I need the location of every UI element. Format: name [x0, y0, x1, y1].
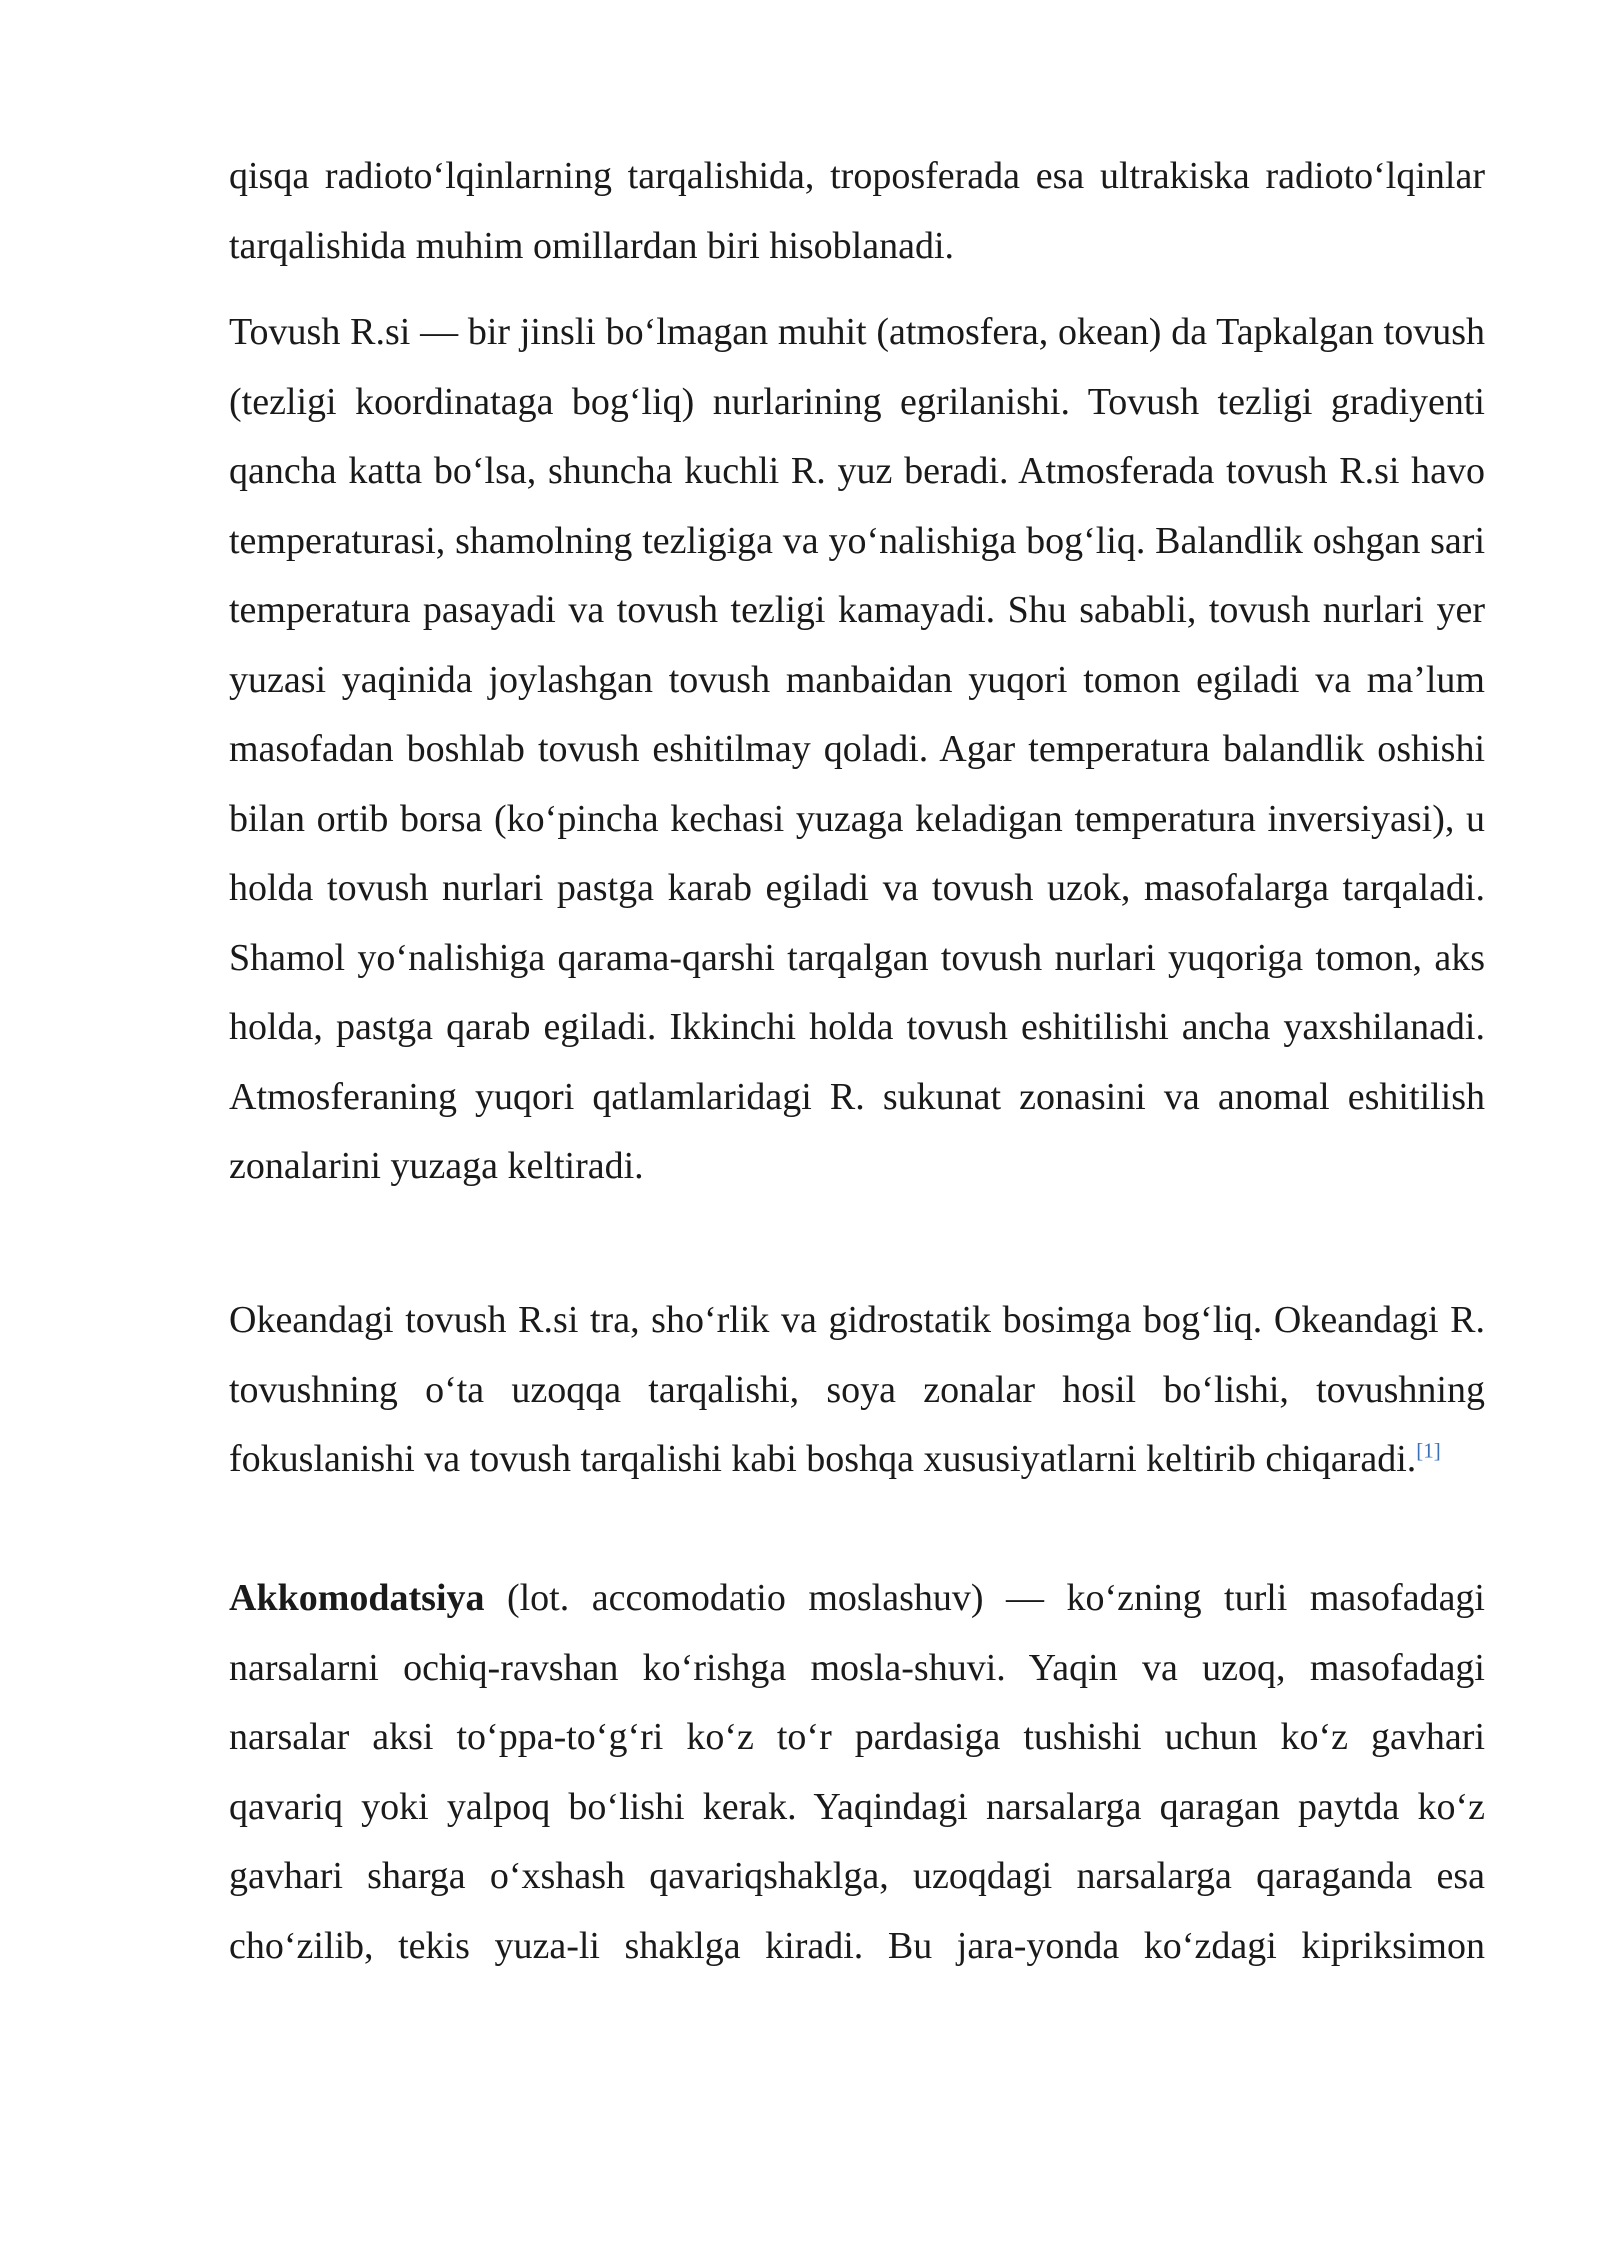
paragraph-1-text: qisqa radioto‘lqinlarning tarqalishida, troposferada esa ultrakiska radioto‘lqinlar tarqalishida muhim omillardan biri hisoblanadi. — [229, 155, 1485, 267]
paragraph-4-container — [229, 1564, 1485, 1981]
paragraph-1 — [229, 142, 1485, 281]
term-heading: Akkomodatsiya — [229, 1577, 485, 1619]
paragraph-4 — [229, 1564, 1485, 1981]
paragraph-3 — [229, 1286, 1485, 1495]
paragraph-2-text: Tovush R.si — bir jinsli bo‘lmagan muhit (atmosfera, okean) da Tapkalgan tovush (tezligi koordinataga bog‘liq) nurlarining egrilanishi. Tovush tezligi gradiyenti qancha katta bo‘lsa, shuncha kuchli R. yuz beradi. Atmosferada tovush R.si havo temperaturasi, shamolning tezligiga va yo‘nalishiga bog‘liq. Balandlik oshgan sari temperatura pasayadi va tovush tezligi kamayadi. Shu sababli, tovush nurlari yer yuzasi yaqinida joylashgan tovush manbaidan yuqori tomon egiladi va ma’lum masofadan boshlab tovush eshitilmay qoladi. Agar temperatura balandlik oshishi bilan ortib borsa (ko‘pincha kechasi yuzaga keladigan temperatura inversiyasi), u holda tovush nurlari pastga karab egiladi va tovush uzok, masofalarga tarqaladi. Shamol yo‘nalishiga qarama-qarshi tarqalgan tovush nurlari yuqoriga tomon, aks holda, pastga qarab egiladi. Ikkinchi holda tovush eshitilishi ancha yaxshilanadi. Atmosferaning yuqori qatlamlaridagi R. sukunat zonasini va anomal eshitilish zonalarini yuzaga keltiradi. — [229, 311, 1485, 1187]
paragraph-2 — [229, 298, 1485, 1202]
paragraph-3-text: Okeandagi tovush R.si tra, sho‘rlik va gidrostatik bosimga bog‘liq. Okeandagi R. tovushning o‘ta uzoqqa tarqalishi, soya zonalar hosil bo‘lishi, tovushning fokuslanishi va tovush tarqalishi kabi boshqa xususiyatlarni keltirib chiqaradi. — [229, 1299, 1485, 1480]
paragraph-3-container — [229, 1286, 1485, 1495]
footnote-reference-link[interactable]: [1] — [1416, 1438, 1441, 1463]
paragraph-4-text: (lot. accomodatio moslashuv) — ko‘zning turli masofadagi narsalarni ochiq-ravshan ko‘rishga mosla-shuvi. Yaqin va uzoq, masofadagi narsalar aksi to‘ppa-to‘g‘ri ko‘z to‘r pardasiga tushishi uchun ko‘z gavhari qavariq yoki yalpoq bo‘lishi kerak. Yaqindagi narsalarga qaragan paytda ko‘z gavhari sharga o‘xshash qavariqshaklga, uzoqdagi narsalarga qaraganda esa cho‘zilib, tekis yuza-li shaklga kiradi. Bu jara-yonda ko‘zdagi kipriksimon — [229, 1577, 1485, 1967]
